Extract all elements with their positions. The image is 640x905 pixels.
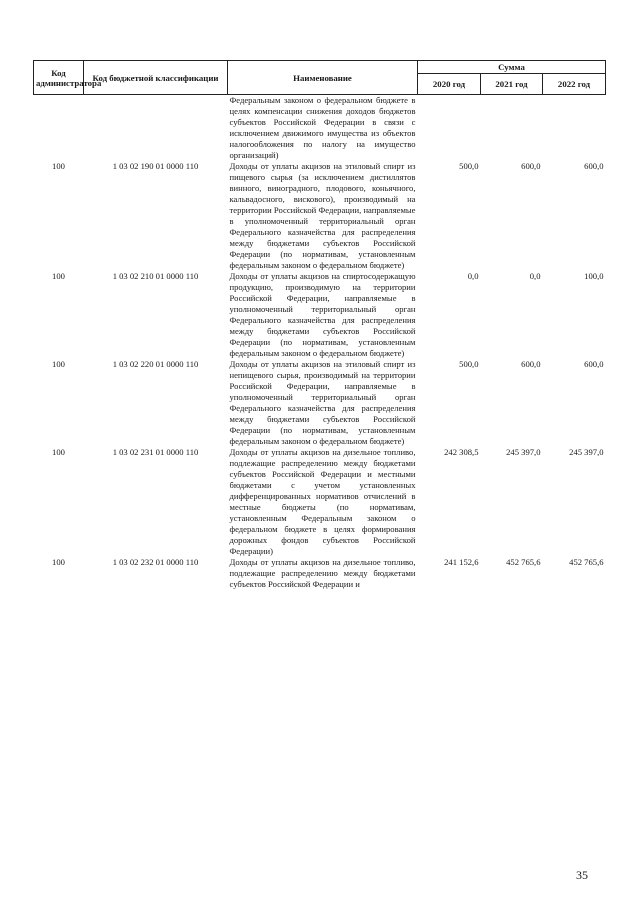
header-budget-code: Код бюджетной классификации (84, 61, 228, 95)
header-year-2021: 2021 год (481, 74, 543, 95)
table-row (34, 271, 606, 359)
row-value-2021: 245 397,0 (506, 447, 541, 457)
row-value-2020: 500,0 (459, 161, 479, 171)
header-year-2022: 2022 год (543, 74, 606, 95)
row-value-2021: 452 765,6 (506, 557, 541, 567)
row-admin-code: 100 (52, 161, 65, 171)
table-row (34, 557, 606, 590)
row-value-2021: 600,0 (521, 161, 541, 171)
row-budget-code: 1 03 02 231 01 0000 110 (112, 447, 199, 457)
row-budget-code: 1 03 02 232 01 0000 110 (112, 557, 199, 567)
header-admin-code: Код администратора (34, 61, 84, 95)
row-value-2020: 500,0 (459, 359, 479, 369)
row-value-2020: 0,0 (467, 271, 479, 281)
header-name: Наименование (228, 61, 418, 95)
row-value-2020: 241 152,6 (444, 557, 479, 567)
budget-revenue-table (33, 60, 606, 590)
row-name: Доходы от уплаты акцизов на дизельное топливо, подлежащие распределению между бюджетами субъектов Российской Федерации и местными бюджетами с учетом установленных дифференцированных нормативов отчислений в местные бюджеты (по нормативам, установленным Федеральным законом о федеральном бюджете в целях формирования дорожных фондов субъектов Российской Федерации) (229, 447, 416, 556)
row-name: Доходы от уплаты акцизов на дизельное топливо, подлежащие распределению между бюджетами субъектов Российской Федерации и (229, 557, 416, 589)
header-sum: Сумма (418, 61, 606, 74)
row-admin-code: 100 (52, 359, 65, 369)
row-admin-code: 100 (52, 557, 65, 567)
table-row (34, 161, 606, 271)
row-value-2020: 242 308,5 (444, 447, 479, 457)
row-name: Доходы от уплаты акцизов на этиловый спирт из пищевого сырья (за исключением дистиллятов винного, виноградного, плодового, коньячного, кальвадосного, вискового), производимый на территории Российской Федерации, направляемые в уполномоченный территориальный орган Федерального казначейства для распределения между бюджетами субъектов Российской Федерации (по нормативам, установленным федеральным законом о федеральном бюджете) (229, 161, 416, 270)
header-year-2020: 2020 год (418, 74, 481, 95)
page-number: 35 (576, 868, 588, 882)
row-budget-code: 1 03 02 210 01 0000 110 (112, 271, 199, 281)
row-budget-code: 1 03 02 190 01 0000 110 (112, 161, 199, 171)
row-value-2022: 600,0 (584, 359, 604, 369)
row-value-2022: 600,0 (584, 161, 604, 171)
row-name: Доходы от уплаты акцизов на этиловый спирт из непищевого сырья, производимый на территории Российской Федерации, направляемые в уполномоченный территориальный орган Федерального казначейства для распределения между бюджетами субъектов Российской Федерации (по нормативам, установленным федеральным законом о федеральном бюджете) (229, 359, 416, 446)
row-value-2021: 0,0 (529, 271, 541, 281)
row-name: Доходы от уплаты акцизов на спиртосодержащую продукцию, производимую на территории Российской Федерации, направляемые в уполномоченный территориальный орган Федерального казначейства для распределения между бюджетами субъектов Российской Федерации (по нормативам, установленным федеральным законом о федеральном бюджете) (229, 271, 416, 358)
row-admin-code: 100 (52, 447, 65, 457)
row-value-2022: 100,0 (584, 271, 604, 281)
row-value-2022: 452 765,6 (569, 557, 604, 567)
row-name: Федеральным законом о федеральном бюджете в целях компенсации снижения доходов бюджетов субъектов Российской Федерации в связи с исключением движимого имущества из объектов налогообложения по налогу на имущество организаций) (229, 95, 416, 160)
row-budget-code: 1 03 02 220 01 0000 110 (112, 359, 199, 369)
row-value-2022: 245 397,0 (569, 447, 604, 457)
row-admin-code: 100 (52, 271, 65, 281)
row-value-2021: 600,0 (521, 359, 541, 369)
table-row-continuation (34, 95, 606, 162)
table-row (34, 447, 606, 557)
table-row (34, 359, 606, 447)
